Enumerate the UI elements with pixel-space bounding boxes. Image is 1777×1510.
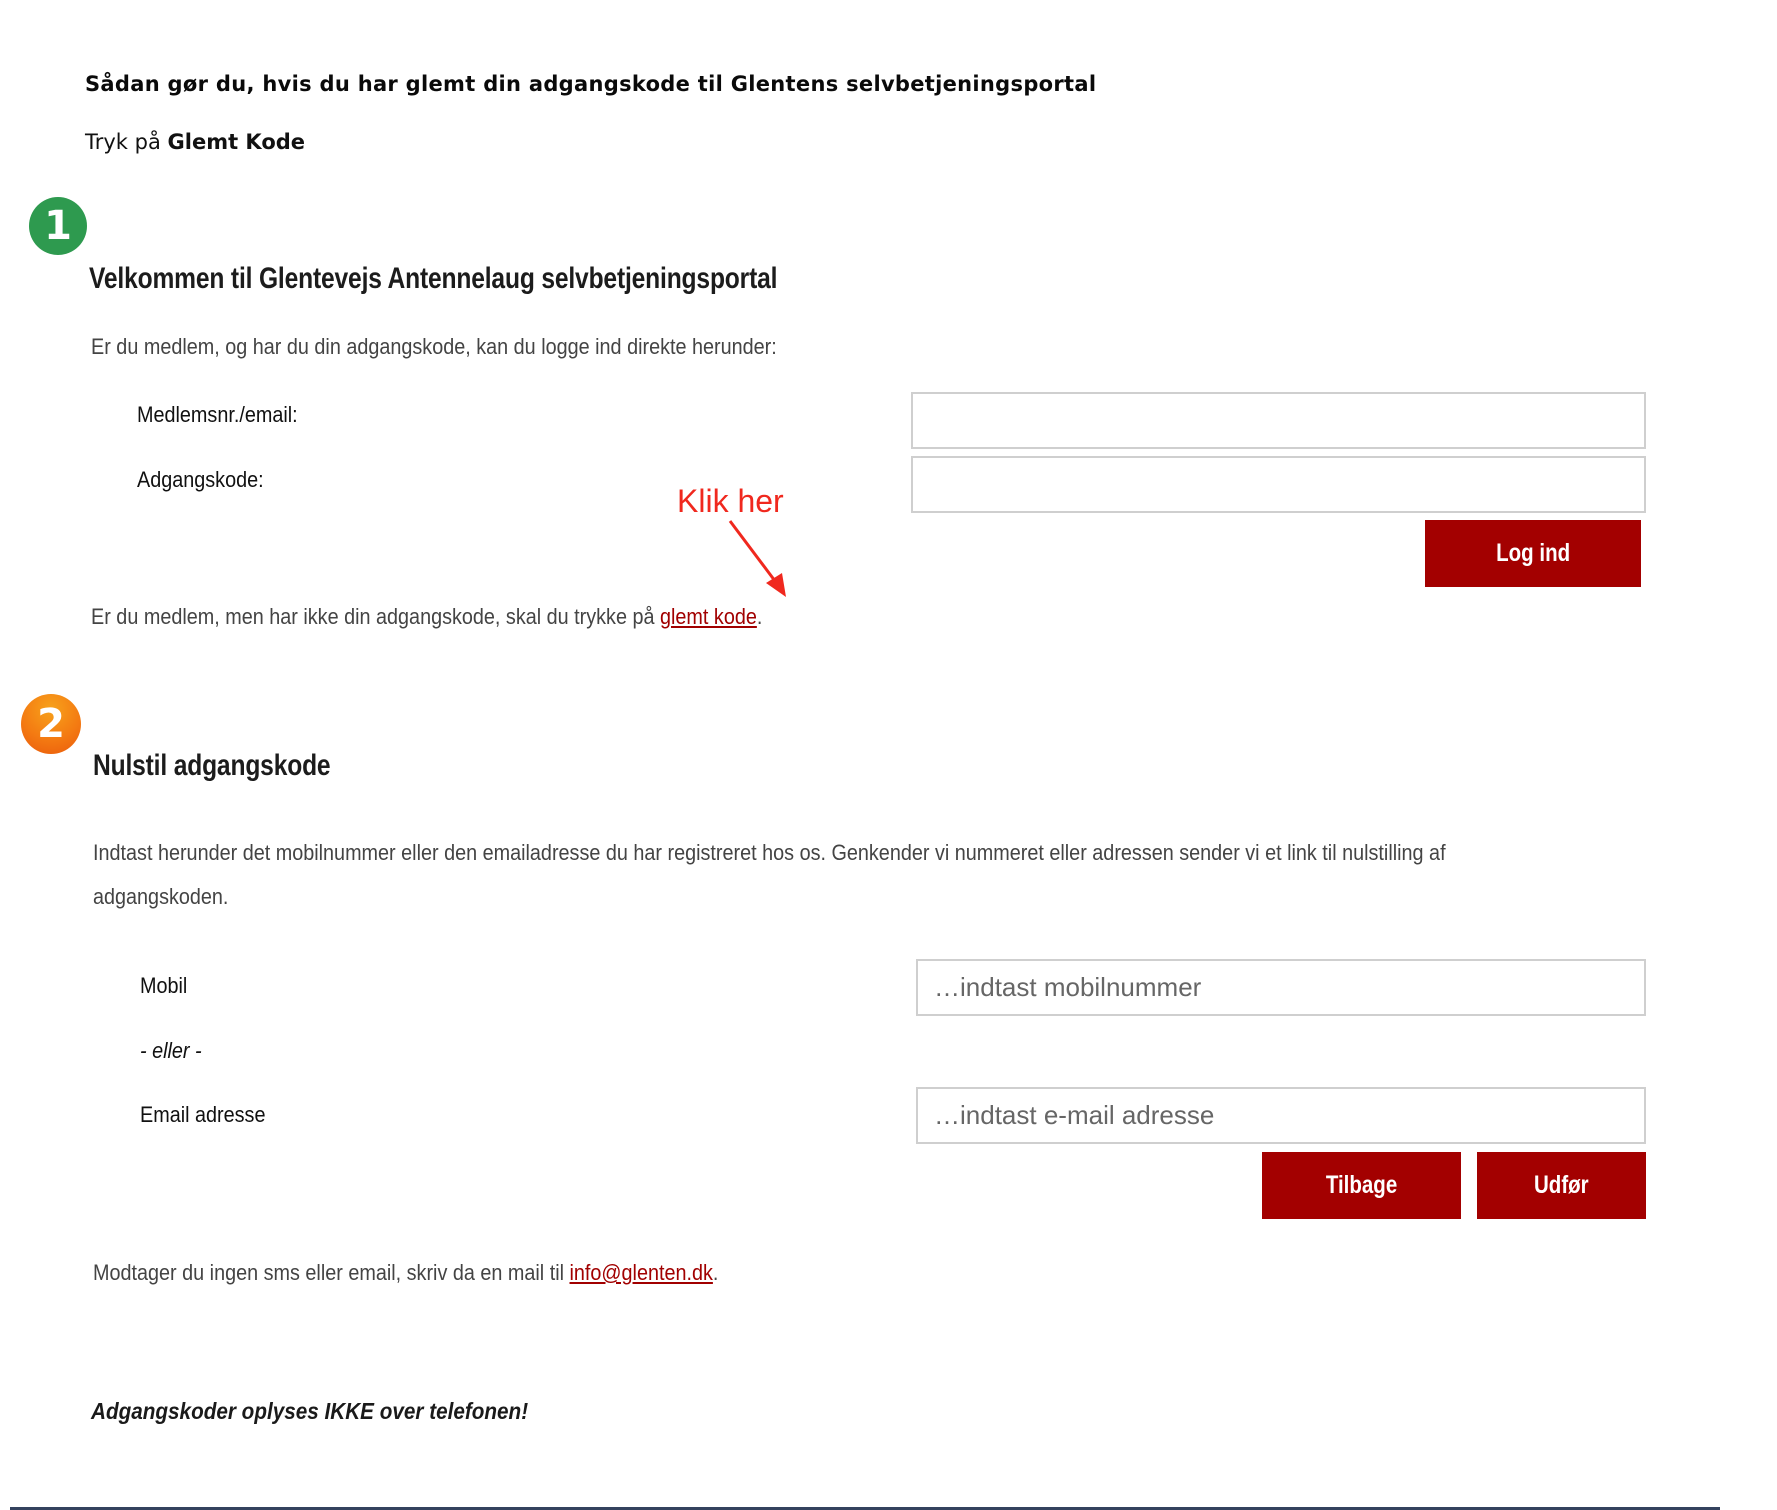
guide-title: Sådan gør du, hvis du har glemt din adgangskode til Glentens selvbetjeningsportal	[85, 72, 1097, 96]
guide-step-prefix: Tryk på	[85, 130, 168, 154]
contact-prefix: Modtager du ingen sms eller email, skriv da en mail til	[93, 1260, 570, 1285]
or-label: - eller -	[140, 1038, 202, 1063]
step-1-badge-icon: 1	[29, 197, 87, 255]
login-button-label: Log ind	[1495, 539, 1571, 567]
contact-suffix: .	[712, 1260, 719, 1285]
back-button[interactable]	[1262, 1152, 1461, 1219]
forgot-suffix: .	[756, 604, 763, 629]
phone-warning: Adgangskoder oplyses IKKE over telefonen!	[91, 1398, 529, 1424]
reset-heading: Nulstil adgangskode	[93, 749, 331, 782]
mobile-label: Mobil	[140, 973, 188, 998]
submit-button-label: Udfør	[1534, 1171, 1589, 1199]
member-label: Medlemsnr./email:	[137, 402, 298, 427]
annotation-click-here: Klik her	[677, 483, 784, 519]
contact-email-link[interactable]: info@glenten.dk	[569, 1260, 713, 1285]
reset-intro-line2: adgangskoden.	[93, 884, 229, 909]
login-intro: Er du medlem, og har du din adgangskode, kan du logge ind direkte herunder:	[91, 334, 777, 359]
contact-text	[93, 1260, 718, 1286]
email-label: Email adresse	[140, 1102, 266, 1127]
guide-step	[85, 130, 305, 154]
password-input[interactable]	[911, 456, 1646, 513]
forgot-password-link[interactable]: glemt kode	[660, 604, 757, 629]
email-input[interactable]	[916, 1087, 1646, 1144]
forgot-text	[91, 604, 762, 630]
member-input[interactable]	[911, 392, 1646, 449]
login-button[interactable]	[1425, 520, 1641, 587]
reset-intro-line1: Indtast herunder det mobilnummer eller den emailadresse du har registreret hos os. Genkender vi nummeret eller adressen sender vi et link til nulstilling af	[93, 840, 1446, 865]
annotation-arrow-icon	[720, 515, 810, 605]
guide-step-bold: Glemt Kode	[167, 130, 306, 154]
mobile-input[interactable]	[916, 959, 1646, 1016]
login-heading: Velkommen til Glentevejs Antennelaug selvbetjeningsportal	[89, 262, 778, 295]
step-2-badge-icon: 2	[21, 694, 81, 754]
password-label: Adgangskode:	[137, 467, 264, 492]
submit-button[interactable]	[1477, 1152, 1646, 1219]
forgot-prefix: Er du medlem, men har ikke din adgangskode, skal du trykke på	[91, 604, 661, 629]
back-button-label: Tilbage	[1325, 1171, 1398, 1199]
